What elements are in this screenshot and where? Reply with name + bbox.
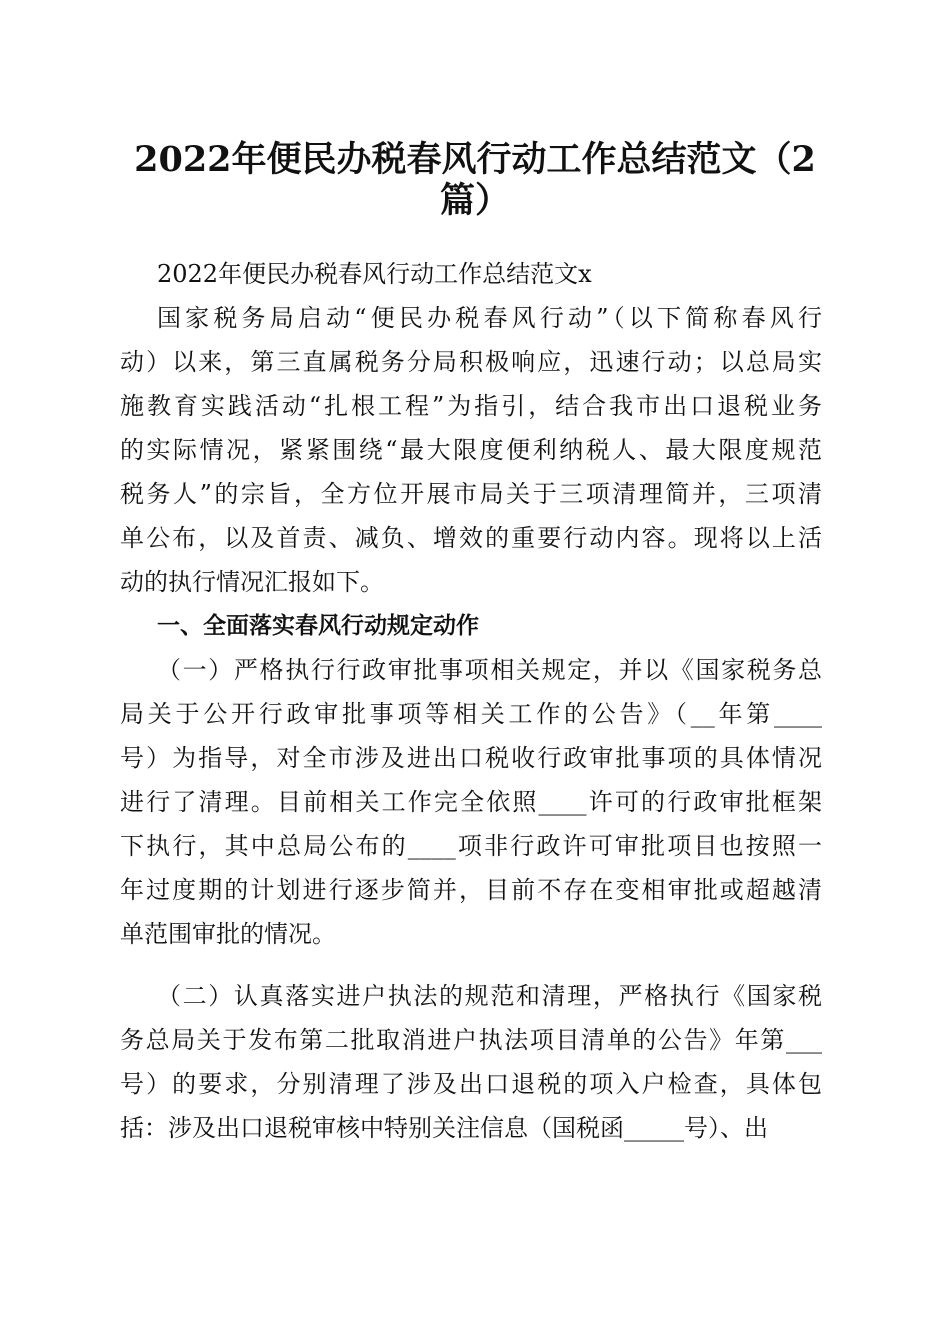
text-line: 动）以来，第三直属税务分局积极响应，迅速行动；以总局实 <box>120 348 822 376</box>
text-line: 号）为指导，对全市涉及进出口税收行政审批事项的具体情况 <box>120 744 822 772</box>
text-line: （二）认真落实进户执法的规范和清理，严格执行《国家税 <box>157 982 822 1010</box>
text-line: 号）的要求，分别清理了涉及出口退税的项入户检查，具体包 <box>120 1070 822 1098</box>
text-line: 国家税务局启动“便民办税春风行动”（以下简称春风行 <box>157 304 822 332</box>
document-title-line-2: 篇） <box>439 180 510 221</box>
text-line: 务总局关于发布第二批取消进户执法项目清单的公告》年第___ <box>120 1026 822 1054</box>
paragraph-gap <box>120 956 822 974</box>
text-line: 一、全面落实春风行动规定动作 <box>157 613 479 639</box>
paragraph <box>120 648 822 956</box>
text-line: 下执行，其中总局公布的____项非行政许可审批项目也按照一 <box>120 832 822 860</box>
text-line: （一）严格执行行政审批事项相关规定，并以《国家税务总 <box>157 656 822 684</box>
text-line: 单范围审批的情况。 <box>120 920 336 948</box>
text-line: 年过度期的计划进行逐步简并，目前不存在变相审批或超越清 <box>120 876 822 904</box>
text-line: 施教育实践活动“扎根工程”为指引，结合我市出口退税业务 <box>120 392 822 420</box>
text-line: 动的执行情况汇报如下。 <box>120 568 384 596</box>
text-line: 税务人”的宗旨，全方位开展市局关于三项清理简并，三项清 <box>120 480 822 508</box>
text-line: 局关于公开行政审批事项等相关工作的公告》（__年第____ <box>120 700 822 728</box>
document-title-line-1: 2022年便民办税春风行动工作总结范文（2 <box>134 139 816 180</box>
text-line: 的实际情况，紧紧围绕“最大限度便利纳税人、最大限度规范 <box>120 436 822 464</box>
text-line: 单公布，以及首责、减负、增效的重要行动内容。现将以上活 <box>120 524 822 552</box>
paragraph <box>120 252 822 296</box>
section-heading <box>120 604 822 648</box>
text-line: 进行了清理。目前相关工作完全依照____许可的行政审批框架 <box>120 788 822 816</box>
paragraph <box>120 974 822 1150</box>
document-body <box>120 252 822 1150</box>
text-line: 2022年便民办税春风行动工作总结范文x <box>157 260 592 288</box>
text-line: 括：涉及出口退税审核中特别关注信息（国税函_____号）、出 <box>120 1114 768 1142</box>
paragraph <box>120 296 822 604</box>
